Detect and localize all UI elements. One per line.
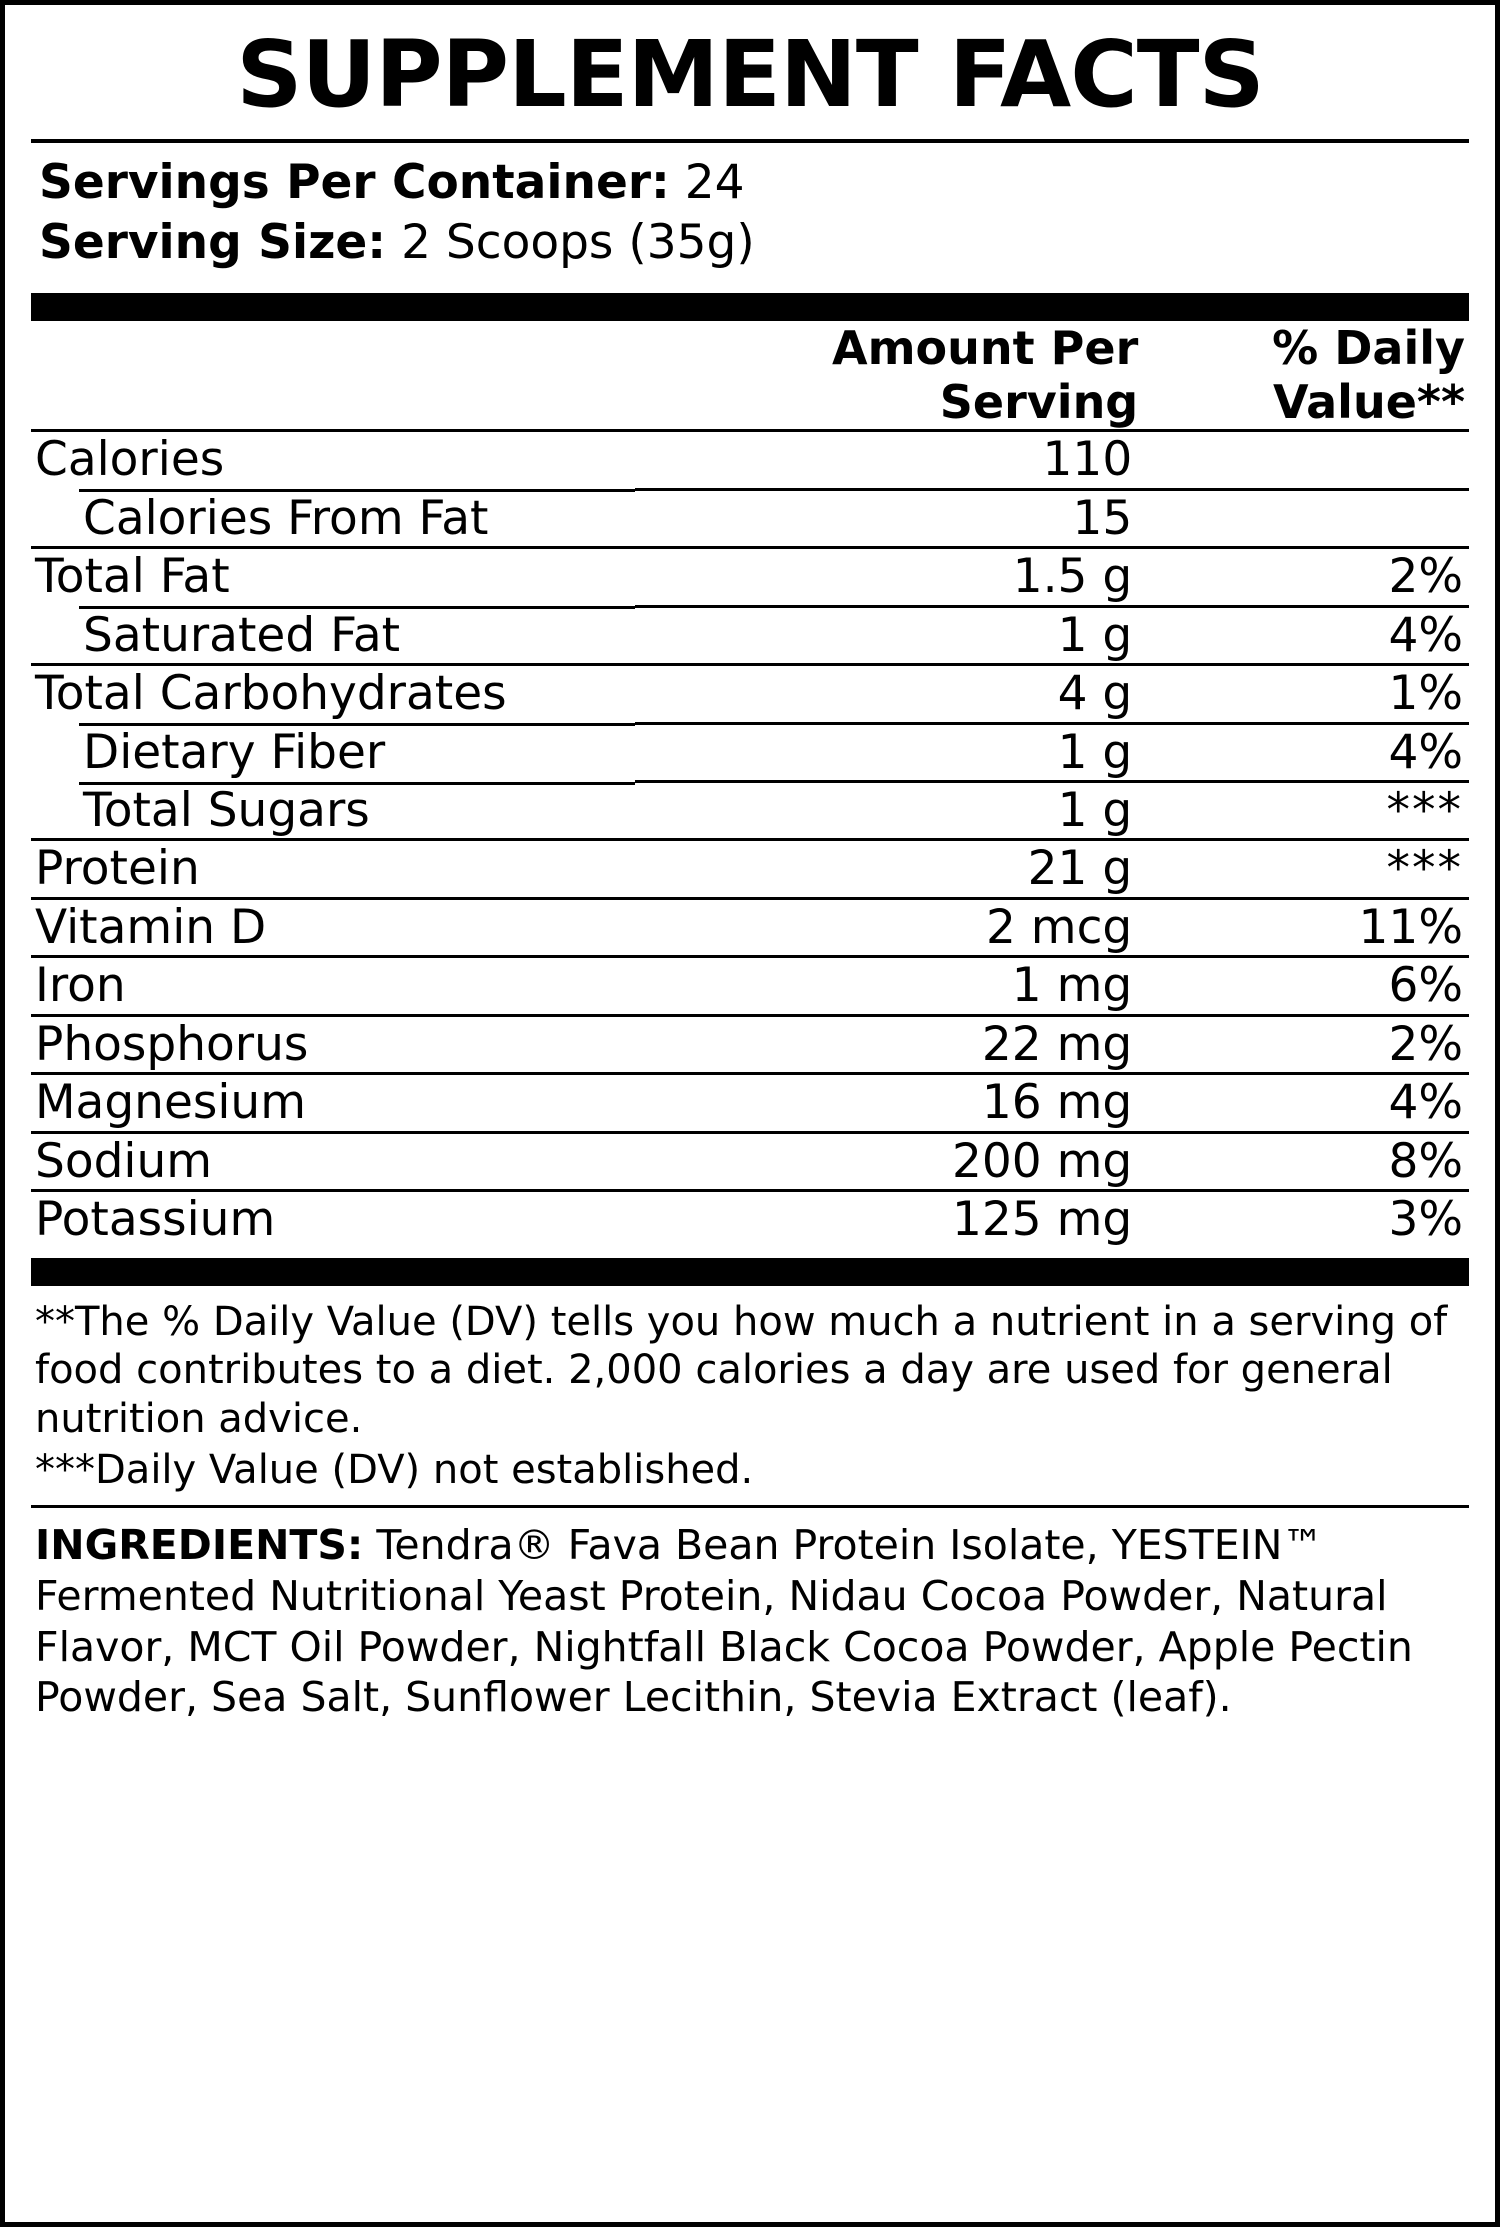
row-name: Calories <box>31 431 635 489</box>
servings-per-container-value: 24 <box>684 155 745 210</box>
row-name: Dietary Fiber <box>31 723 635 781</box>
row-amount: 22 mg <box>635 1015 1138 1073</box>
row-name: Sodium <box>31 1132 635 1190</box>
row-amount: 16 mg <box>635 1074 1138 1132</box>
row-amount: 110 <box>635 431 1138 489</box>
table-row <box>31 606 1469 664</box>
row-dv: 6% <box>1138 957 1469 1015</box>
row-name: Total Fat <box>31 548 635 606</box>
row-dv: 8% <box>1138 1132 1469 1190</box>
servings-per-container-label: Servings Per Container: <box>39 155 670 210</box>
table-row <box>31 665 1469 723</box>
row-name: Protein <box>31 840 635 898</box>
row-name: Saturated Fat <box>31 606 635 664</box>
table-row <box>31 840 1469 898</box>
table-row <box>31 782 1469 840</box>
table-row <box>31 489 1469 547</box>
row-amount: 1 mg <box>635 957 1138 1015</box>
row-amount: 1 g <box>635 782 1138 840</box>
table-row <box>31 1015 1469 1073</box>
ingredients-label: INGREDIENTS: <box>35 1520 364 1569</box>
row-name: Total Carbohydrates <box>31 665 635 723</box>
divider-thick-bottom <box>31 1258 1469 1286</box>
row-dv <box>1138 431 1469 489</box>
table-row <box>31 898 1469 956</box>
row-dv: 11% <box>1138 898 1469 956</box>
row-amount: 21 g <box>635 840 1138 898</box>
header-daily-value: % Daily Value** <box>1272 321 1465 430</box>
table-row <box>31 1191 1469 1248</box>
row-dv: *** <box>1138 782 1469 840</box>
table-row <box>31 548 1469 606</box>
row-name: Total Sugars <box>31 782 635 840</box>
table-row <box>31 723 1469 781</box>
nutrition-table-body <box>31 321 1469 1247</box>
row-amount: 2 mcg <box>635 898 1138 956</box>
header-blank <box>31 321 635 431</box>
table-row <box>31 1132 1469 1190</box>
page-title: SUPPLEMENT FACTS <box>236 21 1264 128</box>
row-name: Magnesium <box>31 1074 635 1132</box>
row-amount: 125 mg <box>635 1191 1138 1248</box>
divider-thick-top <box>31 293 1469 321</box>
serving-size-line <box>39 213 1469 273</box>
header-amount-per-serving: Amount Per Serving <box>832 321 1139 430</box>
row-dv: 2% <box>1138 548 1469 606</box>
row-amount: 1.5 g <box>635 548 1138 606</box>
table-row <box>31 431 1469 489</box>
row-dv <box>1138 489 1469 547</box>
row-name: Iron <box>31 957 635 1015</box>
row-dv: 2% <box>1138 1015 1469 1073</box>
row-dv: 1% <box>1138 665 1469 723</box>
footnote-dv-not-established: ***Daily Value (DV) not established. <box>35 1447 754 1494</box>
ingredients-block <box>31 1508 1469 1723</box>
row-name: Vitamin D <box>31 898 635 956</box>
row-name: Potassium <box>31 1191 635 1248</box>
row-amount: 4 g <box>635 665 1138 723</box>
table-row <box>31 1074 1469 1132</box>
row-name: Calories From Fat <box>31 489 635 547</box>
footnote-daily-value: **The % Daily Value (DV) tells you how much a nutrient in a serving of food contributes to a diet. 2,000 calories a day are used for general nutrition advice. <box>35 1298 1448 1443</box>
row-name: Phosphorus <box>31 1015 635 1073</box>
row-dv: 4% <box>1138 1074 1469 1132</box>
table-header-row <box>31 321 1469 431</box>
row-dv: *** <box>1138 840 1469 898</box>
ingredients-paragraph <box>35 1520 1467 1723</box>
serving-size-value: 2 Scoops (35g) <box>401 215 755 271</box>
servings-block <box>31 143 1469 283</box>
row-dv: 3% <box>1138 1191 1469 1248</box>
servings-per-container-line <box>39 153 1469 213</box>
row-amount: 1 g <box>635 606 1138 664</box>
row-dv: 4% <box>1138 606 1469 664</box>
table-row <box>31 957 1469 1015</box>
row-dv: 4% <box>1138 723 1469 781</box>
serving-size-label: Serving Size: <box>39 215 387 271</box>
footnotes-block <box>31 1286 1469 1505</box>
nutrition-table <box>31 321 1469 1247</box>
row-amount: 200 mg <box>635 1132 1138 1190</box>
ingredients-text: Tendra® Fava Bean Protein Isolate, YESTEIN™ Fermented Nutritional Yeast Protein, Nidau Cocoa Powder, Natural Flavor, MCT Oil Powder, Nightfall Black Cocoa Powder, Apple Pectin Powder, Sea Salt, Sunflower Lecithin, Stevia Extract (leaf). <box>35 1520 1413 1722</box>
row-amount: 15 <box>635 489 1138 547</box>
row-amount: 1 g <box>635 723 1138 781</box>
